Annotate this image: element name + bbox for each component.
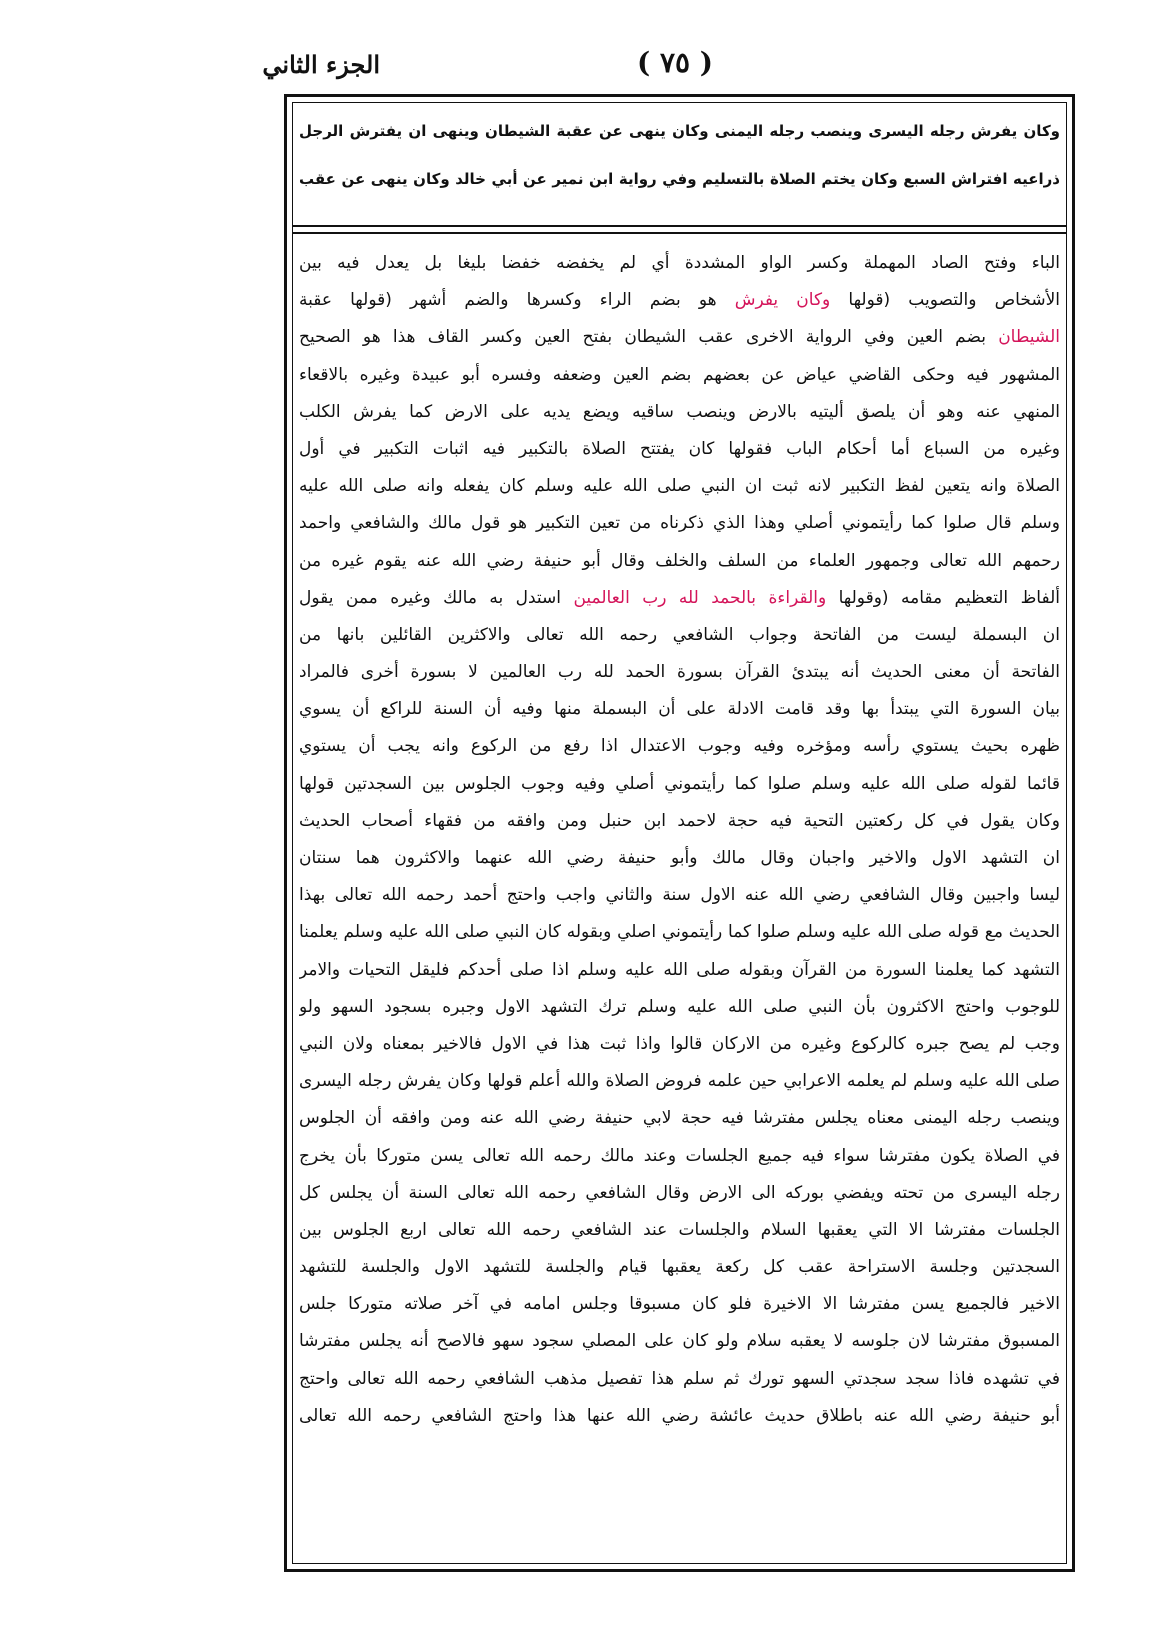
commentary-line: التشهد كما يعلمنا السورة من القرآن وبقوله صلى الله عليه وسلم اذا صلى أحدكم فليقل التحيات والامر [299,959,1060,980]
commentary-line: بيان السورة التي يبتدأ بها وقد قامت الادلة على أن البسملة منها وفيه أن السنة للراكع أن يسوي [299,699,1060,720]
commentary-line: صلى الله عليه وسلم لم يعلمه الاعرابي حين علمه فروض الصلاة والله أعلم قولها وكان يفرش رجله اليسرى [299,1071,1060,1092]
commentary-line: الفاتحة أن معنى الحديث أنه يبتدئ القرآن بسورة الحمد لله رب العالمين لا بسورة أخرى فالمراد [299,662,1060,683]
commentary-line [299,282,1060,319]
commentary-line: وغيره من السباع أما أحكام الباب فقولها كان يفتتح الصلاة بالتكبير فيه اثبات التكبير في أول [299,438,1060,459]
commentary-line: وسلم قال صلوا كما رأيتموني أصلي وهذا الذي ذكرناه من تعين التكبير هو قول مالك والشافعي واحمد [299,513,1060,534]
commentary-line: الصلاة وانه يتعين لفظ التكبير لانه ثبت ان النبي صلى الله عليه وسلم كان يفعله وانه صلى الله عليه [299,476,1060,497]
commentary-line: المنهي عنه وهو أن يلصق أليتيه بالارض وينصب ساقيه ويضع يديه على الارض كما يفرش الكلب [299,401,1060,422]
commentary-line: الاخير فالجميع يسن مفترشا الا الاخيرة فلو كان مسبوقا وجلس امامه في آخر صلاته متوركا جلس [299,1294,1060,1315]
commentary-line [299,319,1060,356]
page-frame [284,94,1075,1572]
commentary-line: المشهور فيه وحكى القاضي عياض عن بعضهم بضم العين وضعفه وفسره أبو عبيدة وغيره بالاقعاء [299,364,1060,385]
quoted-phrase-highlight: وكان يفرش [734,290,831,311]
commentary-text: ألفاظ التعظيم مقامه (وقولها [826,587,1060,608]
quoted-phrase-highlight: والقراءة بالحمد لله رب العالمين [573,587,827,608]
commentary-line: في تشهده فاذا سجد سجدتي السهو تورك ثم سلم هذا تفصيل مذهب الشافعي رحمه الله تعالى واحتج [299,1368,1060,1389]
commentary-line [299,580,1060,617]
commentary-line: ان التشهد الاول والاخير واجبان وقال مالك وأبو حنيفة رضي الله عنهما والاكثرون هما سنتان [299,848,1060,868]
commentary-line: ان البسملة ليست من الفاتحة وجواب الشافعي رحمه الله تعالى والاكثرين القائلين بانها من [299,624,1060,645]
matn-line: ذراعيه افتراش السبع وكان يختم الصلاة بالتسليم وفي رواية ابن نمير عن أبي خالد وكان ينهى عن عقب [299,170,1060,188]
commentary-text: بضم العين وفي الرواية الاخرى عقب الشيطان بفتح العين وكسر القاف هذا هو الصحيح [299,327,999,348]
commentary-line: للوجوب واحتج الاكثرون بأن النبي صلى الله عليه وسلم ترك التشهد الاول وجبره بسجود السهو ولو [299,996,1060,1017]
page-number: ( ٧٥ ) [636,46,714,79]
commentary-line: الباء وفتح الصاد المهملة وكسر الواو المشددة أي لم يخفضه خفضا بليغا بل يعدل فيه بين [299,253,1060,273]
commentary-text: استدل به مالك وغيره ممن يقول [299,587,574,608]
matn-line: وكان يفرش رجله اليسرى وينصب رجله اليمنى وكان ينهى عن عقبة الشيطان وينهى ان يفترش الرجل [299,122,1060,140]
section-divider [292,225,1067,234]
commentary-line: في الصلاة يكون مفترشا سواء فيه جميع الجلسات وعند مالك رحمه الله تعالى يسن متوركا بأن يخرج [299,1145,1060,1166]
commentary-line: وجب لم يصح جبره كالركوع وغيره من الاركان قالوا واذا ثبت هذا في الاول فالاخير بمعناه ولان النبي [299,1033,1060,1054]
commentary-line: المسبوق مفترشا لان جلوسه لا يعقبه سلام ولو كان على المصلي سجود سهو فالاصح أنه يجلس مفترشا [299,1331,1060,1352]
commentary-line: قائما لقوله صلى الله عليه وسلم صلوا كما رأيتموني أصلي وفيه وجوب الجلوس بين السجدتين قولها [299,773,1060,794]
commentary-line: أبو حنيفة رضي الله عنه باطلاق حديث عائشة رضي الله عنها هذا واحتج الشافعي رحمه الله تعالى [299,1405,1060,1426]
commentary-line: السجدتين وجلسة الاستراحة عقب كل ركعة يعقبها قيام والجلسة للتشهد الاول والجلسة للتشهد [299,1257,1060,1278]
commentary-line: الحديث مع قوله صلى الله عليه وسلم صلوا كما رأيتموني اصلي وبقوله كان النبي صلى الله عليه وسلم يعلمنا [299,922,1060,943]
commentary-line: وينصب رجله اليمنى معناه يجلس مفترشا فيه حجة لابي حنيفة رضي الله عنه ومن وافقه أن الجلوس [299,1108,1060,1129]
matn-text-block [299,107,1060,211]
commentary-line: رجله اليسرى من تحته ويفضي بوركه الى الارض وقال الشافعي رحمه الله تعالى السنة أن يجلس كل [299,1182,1060,1203]
commentary-line: رحمهم الله تعالى وجمهور العلماء من السلف والخلف وقال أبو حنيفة رضي الله عنه يقوم غيره من [299,550,1060,571]
commentary-line: الجلسات مفترشا الا التي يعقبها السلام والجلسات عند الشافعي رحمه الله تعالى اربع الجلوس بين [299,1219,1060,1240]
commentary-line: ظهره بحيث يستوي رأسه ومؤخره وفيه وجوب الاعتدال اذا رفع من الركوع وانه يجب أن يستوي [299,736,1060,757]
commentary-text: الأشخاص والتصويب (قولها [830,290,1060,311]
commentary-line: ليسا واجبين وقال الشافعي رضي الله عنه الاول سنة والثاني واجب واحتج أحمد رحمه الله تعالى بهذا [299,885,1060,906]
commentary-text: هو بضم الراء وكسرها والضم أشهر (قولها عقبة [299,290,735,311]
part-label: الجزء الثاني [262,50,380,79]
commentary-text-block [299,245,1060,1561]
page-header [262,46,1070,86]
quoted-phrase-highlight: الشيطان [998,327,1060,348]
commentary-line: وكان يقول في كل ركعتين التحية فيه حجة لاحمد ابن حنبل ومن وافقه من فقهاء أصحاب الحديث [299,810,1060,831]
